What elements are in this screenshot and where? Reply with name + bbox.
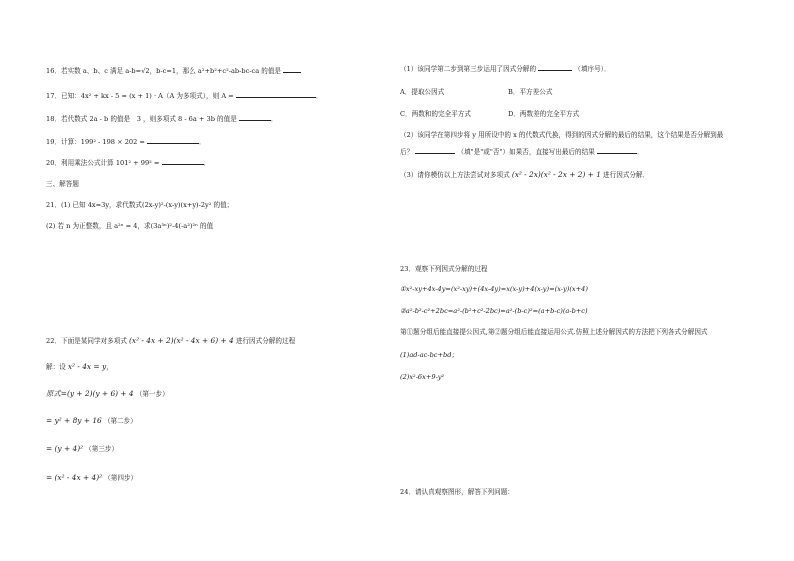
question-17: 17．已知：4x² + kx - 5 = (x + 1) · A（A 为多项式），则 A = ． (46, 92, 323, 100)
option-d: D．两数差的完全平方式 (508, 110, 580, 118)
question-22-step-1: 原式=(y + 2)(y + 6) + 4 （第一步） (46, 389, 169, 398)
right-column (400, 0, 770, 561)
question-22-intro: 22．下面是某同学对多项式 (x² - 4x + 2)(x² - 4x + 6) + 4 进行因式分解的过程 (46, 336, 296, 345)
option-a: A．提取公因式 (400, 88, 445, 96)
question-18: 18．若代数式 2a - b 的值是 3 ，则多项式 8 - 6a + 3b 的值是 ． (46, 115, 278, 123)
section-heading: 三、解答题 (46, 180, 79, 188)
answer-blank[interactable] (162, 158, 204, 165)
option-b: B．平方差公式 (508, 88, 553, 96)
question-21-part-1: 21．(1) 已知 4x=3y，求代数式(2x-y)²-(x-y)(x+y)-2y² 的值； (46, 201, 234, 209)
question-19: 19．计算：199² - 198 × 202 = ． (46, 138, 206, 146)
question-23-example-2: ②a²-b²-c²+2bc=a²-(b²+c²-2bc)=a²-(b-c)²=(a+b-c)(a-b+c) (400, 307, 588, 315)
option-c: C．两数和的完全平方式 (400, 110, 471, 118)
question-22-sub-2-line-2: 后？ （填"是"或"否"）如果否，直接写出最后的结果 ． (400, 148, 644, 156)
answer-blank[interactable] (236, 91, 316, 98)
question-23-part-1: (1)ad-ac-bc+bd； (400, 351, 459, 359)
question-24: 24．请认真观察图形，解答下列问题： (400, 488, 514, 496)
question-22-step-4: = (x² - 4x + 4)² （第四步） (46, 473, 138, 482)
answer-blank[interactable] (538, 64, 572, 71)
question-20: 20．利用乘法公式计算 101² + 99² = ． (46, 159, 211, 167)
question-22-sub-2-line-1: （2）该同学在第四步将 y 用所设中的 x 的代数式代换，得到的因式分解的最后的结果，这个结果是否分解到最 (400, 131, 724, 139)
answer-blank[interactable] (283, 66, 301, 73)
question-21-part-2: (2) 若 n 为正整数，且 a²ⁿ = 4，求(3a³ⁿ)²-4(-a²)²ⁿ 的值 (46, 222, 214, 230)
question-23-title: 23．观察下列因式分解的过程 (400, 265, 488, 273)
answer-blank[interactable] (415, 147, 455, 154)
answer-blank[interactable] (147, 137, 199, 144)
question-22-sub-1: （1）该同学第二步到第三步运用了因式分解的 （填序号）． (400, 65, 611, 73)
answer-blank[interactable] (597, 147, 637, 154)
answer-blank[interactable] (239, 114, 271, 121)
question-22-sub-3: （3）请你模仿以上方法尝试对多项式 (x² - 2x)(x² - 2x + 2) + 1 进行因式分解． (400, 170, 650, 179)
question-22-let: 解：设 x² - 4x = y， (46, 362, 113, 371)
question-22-step-2: = y² + 8y + 16 （第二步） (46, 416, 137, 425)
question-23-example-1: ①x²-xy+4x-4y=(x²-xy)+(4x-4y)=x(x-y)+4(x-y)=(x-y)(x+4) (400, 285, 588, 293)
left-column (46, 0, 396, 561)
question-23-part-2: (2)x²-6x+9-y² (400, 373, 445, 381)
question-16: 16．若实数 a、b、c 满足 a-b=√2，b-c=1，那么 a²+b²+c²-ab-bc-ca 的值是 (46, 66, 301, 76)
question-22-step-3: = (y + 4)² （第三步） (46, 444, 119, 453)
question-23-description: 第①题分组后能直接提公因式,第②题分组后能直接运用公式.仿照上述分解因式的方法把下列各式分解因式 (400, 328, 708, 336)
